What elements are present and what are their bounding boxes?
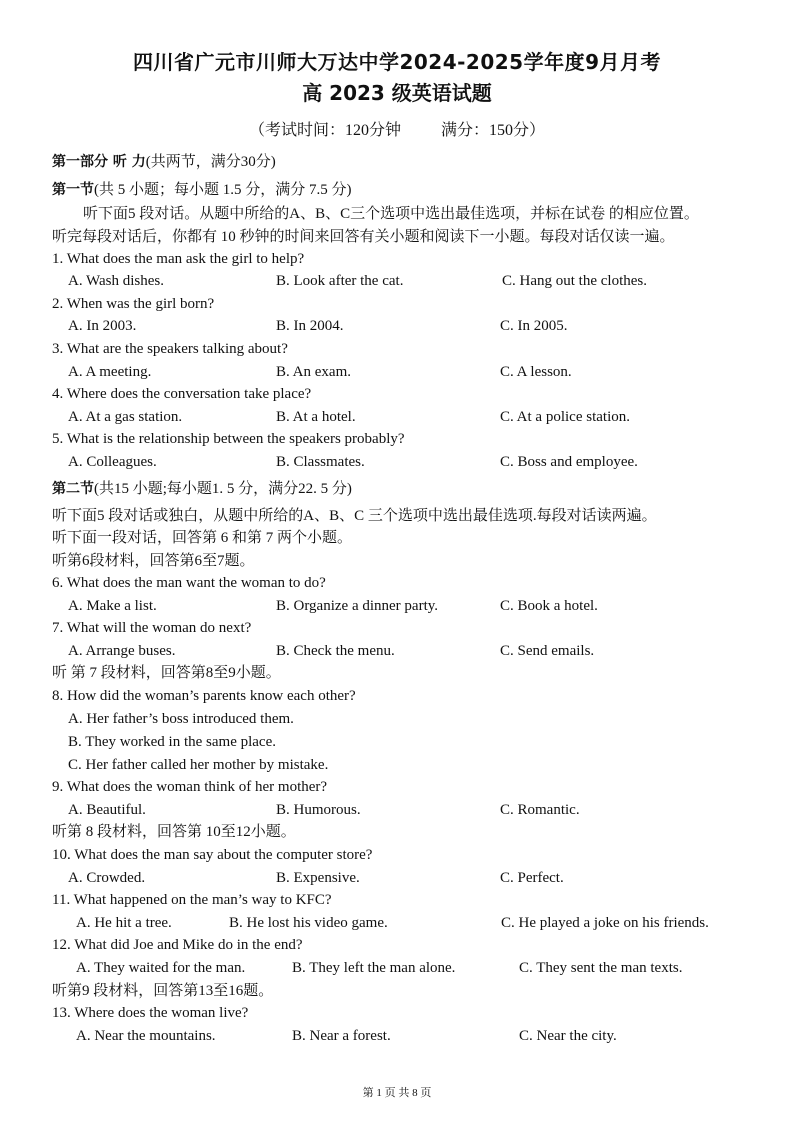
question-stem: 12. What did Joe and Mike do in the end? bbox=[52, 937, 303, 953]
option-c: C. Near the city. bbox=[519, 1028, 617, 1044]
option-b: B. Humorous. bbox=[276, 802, 361, 818]
section2-heading: 第二节(共15 小题;每小题1. 5 分，满分22. 5 分) bbox=[52, 481, 352, 497]
option-a: A. A meeting. bbox=[68, 364, 152, 380]
question-stem: 3. What are the speakers talking about? bbox=[52, 341, 288, 357]
option-b: B. Classmates. bbox=[276, 454, 365, 470]
option-a: A. Wash dishes. bbox=[68, 273, 165, 289]
option-a: A. He hit a tree. bbox=[76, 915, 172, 931]
option-c: C. Hang out the clothes. bbox=[502, 273, 647, 289]
exam-score: 满分：150分） bbox=[441, 122, 546, 139]
page-title: 四川省广元市川师大万达中学2024-2025学年度9月月考 bbox=[132, 50, 662, 74]
section2-instruction-1: 听下面5 段对话或独白，从题中所给的A、B、C 三个选项中选出最佳选项.每段对话读两遍。 bbox=[52, 508, 657, 524]
option-a: A. Colleagues. bbox=[68, 454, 157, 470]
option-a: A. At a gas station. bbox=[68, 409, 183, 425]
option-a: A. Crowded. bbox=[68, 870, 146, 886]
question-stem: 10. What does the man say about the computer store? bbox=[52, 847, 373, 863]
option-a: A. Her father’s boss introduced them. bbox=[68, 711, 294, 727]
option-b: B. Check the menu. bbox=[276, 643, 395, 659]
question-stem: 13. Where does the woman live? bbox=[52, 1005, 249, 1021]
option-c: C. Her father called her mother by mistake. bbox=[68, 757, 329, 773]
question-stem: 5. What is the relationship between the speakers probably? bbox=[52, 431, 405, 447]
option-b: B. At a hotel. bbox=[276, 409, 356, 425]
section1-instruction-1: 听下面5 段对话。从题中所给的A、B、C三个选项中选出最佳选项，并标在试卷 的相应位置。 bbox=[83, 206, 699, 222]
option-a: A. Near the mountains. bbox=[76, 1028, 216, 1044]
option-a: A. In 2003. bbox=[68, 318, 137, 334]
option-b: B. Look after the cat. bbox=[276, 273, 404, 289]
material-9-note: 听第9 段材料，回答第13至16题。 bbox=[52, 983, 274, 999]
option-b: B. They worked in the same place. bbox=[68, 734, 276, 750]
page-subtitle: 高 2023 级英语试题 bbox=[302, 81, 492, 105]
question-stem: 1. What does the man ask the girl to help? bbox=[52, 251, 305, 267]
question-stem: 8. How did the woman’s parents know each other? bbox=[52, 688, 356, 704]
option-c: C. In 2005. bbox=[500, 318, 568, 334]
question-stem: 2. When was the girl born? bbox=[52, 296, 215, 312]
option-a: A. Make a list. bbox=[68, 598, 157, 614]
material-6-note: 听第6段材料，回答第6至7题。 bbox=[52, 553, 255, 569]
section1-heading: 第一节(共 5 小题；每小题 1.5 分，满分 7.5 分) bbox=[52, 182, 352, 198]
option-b: B. Near a forest. bbox=[292, 1028, 391, 1044]
question-stem: 4. Where does the conversation take place? bbox=[52, 386, 312, 402]
section2-instruction-2: 听下面一段对话，回答第 6 和第 7 两个小题。 bbox=[52, 530, 353, 546]
question-stem: 11. What happened on the man’s way to KFC? bbox=[52, 892, 332, 908]
option-b: B. An exam. bbox=[276, 364, 351, 380]
option-c: C. They sent the man texts. bbox=[519, 960, 683, 976]
option-a: A. They waited for the man. bbox=[76, 960, 246, 976]
question-stem: 9. What does the woman think of her mother? bbox=[52, 779, 328, 795]
option-c: C. Book a hotel. bbox=[500, 598, 598, 614]
option-b: B. Organize a dinner party. bbox=[276, 598, 439, 614]
question-stem: 7. What will the woman do next? bbox=[52, 620, 252, 636]
option-b: B. They left the man alone. bbox=[292, 960, 456, 976]
option-b: B. Expensive. bbox=[276, 870, 360, 886]
option-c: C. At a police station. bbox=[500, 409, 630, 425]
question-stem: 6. What does the man want the woman to do? bbox=[52, 575, 326, 591]
exam-time: （考试时间：120分钟 bbox=[248, 122, 401, 139]
option-b: B. He lost his video game. bbox=[229, 915, 388, 931]
part1-heading: 第一部分 听 力(共两节，满分30分) bbox=[52, 154, 276, 170]
option-c: C. Romantic. bbox=[500, 802, 580, 818]
option-a: A. Arrange buses. bbox=[68, 643, 176, 659]
material-8-note: 听第 8 段材料，回答第 10至12小题。 bbox=[52, 824, 296, 840]
option-c: C. Send emails. bbox=[500, 643, 595, 659]
option-c: C. A lesson. bbox=[500, 364, 572, 380]
option-c: C. Perfect. bbox=[500, 870, 564, 886]
page-number: 第 1 页 共 8 页 bbox=[362, 1087, 432, 1099]
option-a: A. Beautiful. bbox=[68, 802, 146, 818]
option-b: B. In 2004. bbox=[276, 318, 344, 334]
section1-instruction-2: 听完每段对话后，你都有 10 秒钟的时间来回答有关小题和阅读下一小题。每段对话仅读一遍。 bbox=[52, 229, 675, 245]
exam-meta bbox=[0, 117, 794, 140]
option-c: C. He played a joke on his friends. bbox=[501, 915, 709, 931]
option-c: C. Boss and employee. bbox=[500, 454, 638, 470]
material-7-note: 听 第 7 段材料，回答第8至9小题。 bbox=[52, 665, 281, 681]
